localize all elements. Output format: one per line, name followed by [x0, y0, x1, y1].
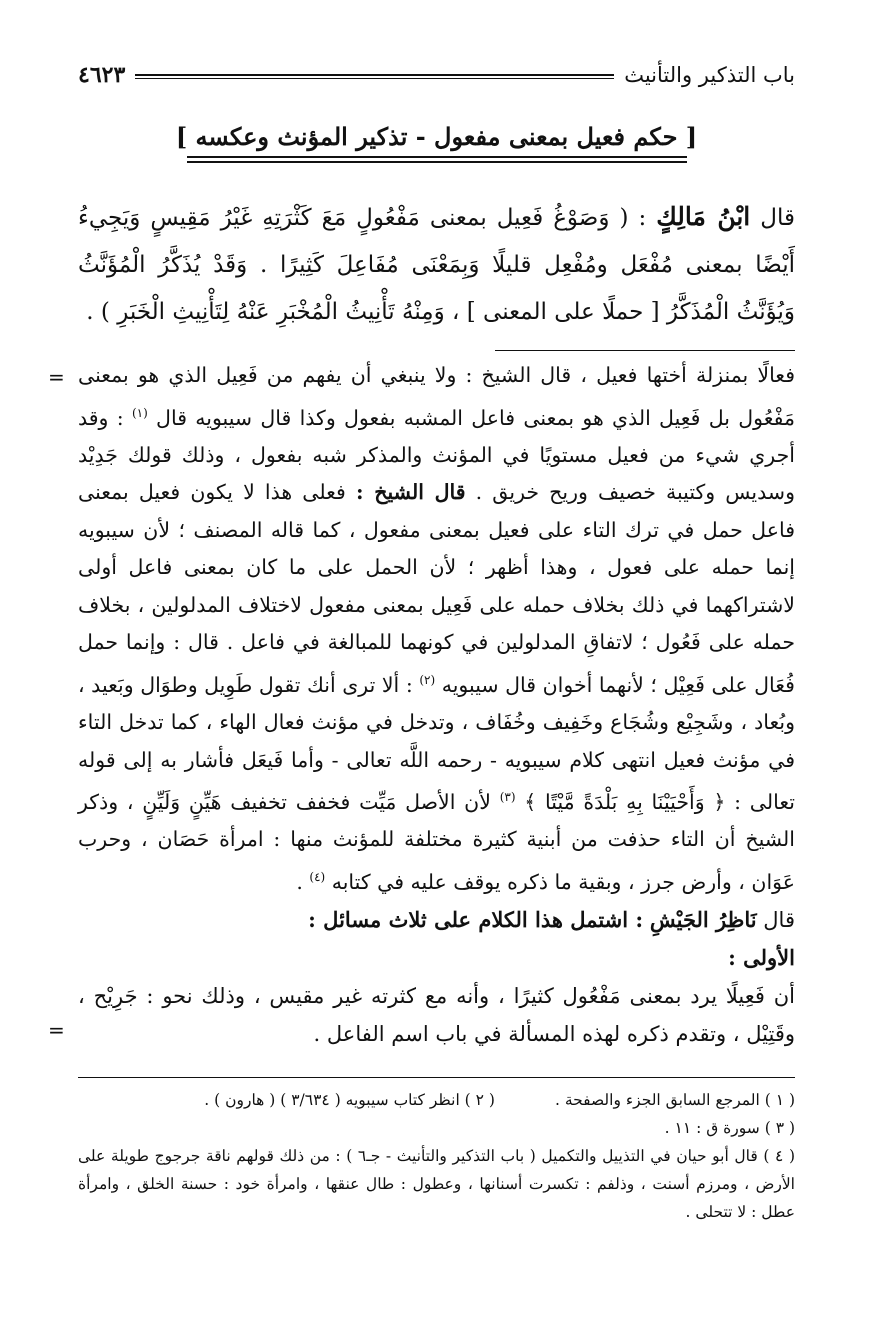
commentary-end: . — [296, 869, 303, 894]
footnote-2: ( ٢ ) انظر كتاب سيبويه ( ٣/٦٣٤ ) ( هارون ) . — [204, 1091, 495, 1110]
section-divider — [495, 350, 795, 351]
footnote-3: ( ٣ ) سورة ق : ١١ . — [664, 1119, 795, 1138]
matn-paragraph — [78, 193, 795, 336]
commentary-text-3: فعلى هذا لا يكون فعيل بمعنى فاعل حمل في ترك التاء على فعيل بمعنى مفعول ، كما قاله المصنف ؛ لأن سيبويه إنما حمله على فعول ، وهذا أظهر ؛ لأن الحمل على ما كان بمعنى فاعل أولى لاشتراكهما في ذلك بخلاف حمله على فَعِيل بمعنى مفعول لاختلاف المدلولين ، بخلاف حمله على فَعُول ؛ لاتفاقِ المدلولين في كونهما للمبالغة في فاعل . قال : وإنما حمل فُعَال على فَعِيْل ؛ لأنهما أخوان قال سيبويه — [78, 480, 795, 697]
body-block — [48, 901, 795, 1053]
body-paragraph-1 — [78, 901, 795, 939]
header-chapter-title: باب التذكير والتأنيث — [624, 63, 795, 87]
commentary-text-1: فعالًا بمنزلة أختها فعيل ، قال الشيخ : ولا ينبغي أن يفهم من فَعِيل الذي هو بمعنى مَفْعُول بل فَعِيل الذي هو بمعنى فاعل المشبه بفعول وكذا قال سيبويه قال — [78, 363, 795, 430]
footnote-1: ( ١ ) المرجع السابق الجزء والصفحة . — [554, 1091, 795, 1110]
body-intro: قال — [763, 908, 795, 933]
matn-text: : ( وَصَوْغُ فَعِيل بمعنى مَفْعُولٍ مَعَ كَثْرَتِهِ غَيْرُ مَقِيسٍ وَيَجِيءُ أَيْضًا بمعنى مُفْعَل ومُفْعِل قليلًا وَبِمَعْنَى مُفَاعِلَ كَثِيرًا . وَقَدْ يُذَكَّرُ الْمُؤَنَّثُ وَيُؤَنَّثُ الْمُذَكَّرُ [ حملًا على المعنى ] ، وَمِنْهُ تَأْنِيثُ الْمُخْبَرِ عَنْهُ لِتَأْنِيثِ الْخَبَرِ ) . — [78, 205, 795, 325]
matn-author: ابْنُ مَالِكٍ — [656, 202, 751, 231]
footnotes — [78, 1077, 795, 1226]
commentary-text-2: : وقد أجري شيء من فعيل مستويًا في المؤنث والمذكر شبه بفعول ، وذلك قولك جَدِيْد وسديس وكتيبة خصيف وريح خريق . — [78, 405, 795, 505]
body-paragraph-2: أن فَعِيلًا يرد بمعنى مَفْعُول كثيرًا ، وأنه مع كثرته غير مقيس ، وذلك نحو : جَرِيْح ، وقَتِيْل ، وتقدم ذكره لهذه المسألة في باب اسم الفاعل . — [78, 984, 795, 1047]
section-title-text: [ حكم فعيل بمعنى مفعول - تذكير المؤنث وعكسه ] — [175, 122, 698, 151]
commentary-text-4: : ألا ترى أنك تقول طَوِيل وطوَال وبَعيد ، وبُعاد ، وشَجِيْع وشُجَاع وخَفِيف وخُفَاف ، وتدخل في مؤنث فعال الهاء ، كما تدخل التاء في مؤنث فعيل انتهى كلام سيبويه - رحمه اللَّه تعالى - وأما فَيعَل فأشار به إلى قوله تعالى : ﴿ وَأَحْيَيْنَا بِهِ بَلْدَةً مَّيْتًا ﴾ — [78, 672, 795, 814]
footnote-ref-3: (٣) — [499, 790, 516, 805]
footnote-row — [78, 1086, 795, 1114]
running-header — [78, 58, 795, 92]
footnote-ref-4: (٤) — [309, 869, 326, 884]
matn-intro: قال — [760, 205, 795, 231]
document-page — [48, 58, 795, 1304]
section-title-underline — [187, 156, 687, 163]
body-heading: الأولى : — [728, 945, 795, 971]
body-author: نَاظِرُ الجَيْشِ — [649, 907, 757, 933]
footnote-ref-1: (١) — [131, 405, 148, 420]
section-title — [78, 122, 795, 163]
header-rule — [135, 74, 614, 79]
commentary-block — [48, 357, 795, 901]
commentary-bold-label: قال الشيخ : — [355, 480, 466, 505]
commentary-text-5: لأن الأصل مَيِّت فخفف تخفيف هَيِّنٍ وَلَيِّنٍ ، وذكر الشيخ أن التاء حذفت من أبنية كثيرة مختلفة للمؤنث منها : امرأة حَصَان ، وحرب عَوَان ، وأرض جرز ، وبقية ما ذكره يوقف عليه في كتابه — [78, 789, 795, 894]
continuation-mark-bottom: = — [48, 1018, 65, 1043]
footnote-4: ( ٤ ) قال أبو حيان في التذييل والتكميل ( باب التذكير والتأنيث - جـ٦ ) : من ذلك قولهم ناقة جرجوج طويلة على الأرض ، ومرزم أسنت ، وذلفم : تكسرت أسنانها ، وعطول : طال عنقها ، وامرأة خود : حسنة الخلق ، وامرأة عطل : لا تتحلى . — [78, 1147, 795, 1222]
page-number: ٤٦٢٣ — [78, 62, 126, 88]
footnote-ref-2: (٢) — [419, 672, 436, 687]
continuation-mark: = — [48, 365, 65, 389]
body-statement: : اشتمل هذا الكلام على ثلاث مسائل : — [308, 907, 644, 933]
commentary-paragraph — [78, 357, 795, 901]
